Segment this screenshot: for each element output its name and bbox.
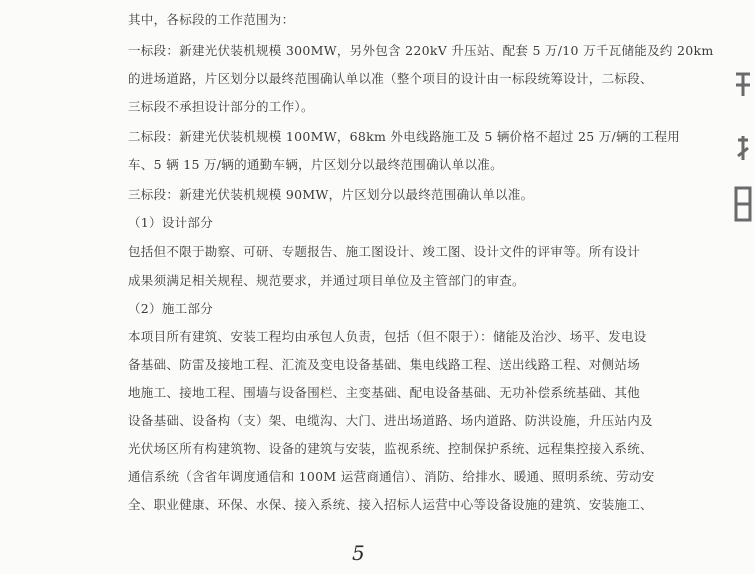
text-line: 车、5 辆 15 万/辆的通勤车辆，片区划分以最终范围确认单以准。 <box>128 157 503 172</box>
text-line: 设备基础、设备构（支）架、电缆沟、大门、进出场道路、场内道路、防洪设施，升压站内及 <box>128 413 653 428</box>
text-line: 其中，各标段的工作范围为： <box>128 12 295 27</box>
section-heading: （1）设计部分 <box>128 215 214 230</box>
text-line: 本项目所有建筑、安装工程均由承包人负责，包括（但不限于）：储能及治沙、场平、发电设 <box>128 329 647 344</box>
text-line: 二标段：新建光伏装机规模 100MW，68km 外电线路施工及 5 辆价格不超过 25 万/辆的工程用 <box>128 129 681 144</box>
text-line: 全、职业健康、环保、水保、接入系统、接入招标人运营中心等设备设施的建筑、安装施工、 <box>128 497 653 512</box>
text-line: 地施工、接地工程、围墙与设备围栏、主变基础、配电设备基础、无功补偿系统基础、其他 <box>128 385 641 400</box>
section-heading: （2）施工部分 <box>128 301 214 316</box>
text-line: 的进场道路，片区划分以最终范围确认单以准（整个项目的设计由一标段统筹设计，二标段、 <box>128 71 653 86</box>
text-line: 一标段：新建光伏装机规模 300MW，另外包含 220kV 升压站、配套 5 万/10 万千瓦储能及约 20km <box>128 43 714 58</box>
text-line: 包括但不限于勘察、可研、专题报告、施工图设计、竣工图、设计文件的评审等。所有设计 <box>128 244 641 259</box>
text-line: 通信系统（含省年调度通信和 100M 运营商通信）、消防、给排水、暖通、照明系统、劳动安 <box>128 469 655 484</box>
text-line: 光伏场区所有构建筑物、设备的建筑与安装，监视系统、控制保护系统、远程集控接入系统、 <box>128 441 653 456</box>
text-line: 备基础、防雷及接地工程、汇流及变电设备基础、集电线路工程、送出线路工程、对侧站场 <box>128 357 641 372</box>
text-line: 成果须满足相关规程、规范要求，并通过项目单位及主管部门的审查。 <box>128 273 525 288</box>
margin-stamp-marks <box>730 70 755 230</box>
text-line: 三标段：新建光伏装机规模 90MW，片区划分以最终范围确认单以准。 <box>128 187 534 202</box>
page-number: 5 <box>352 541 365 565</box>
text-line: 三标段不承担设计部分的工作）。 <box>128 99 314 114</box>
